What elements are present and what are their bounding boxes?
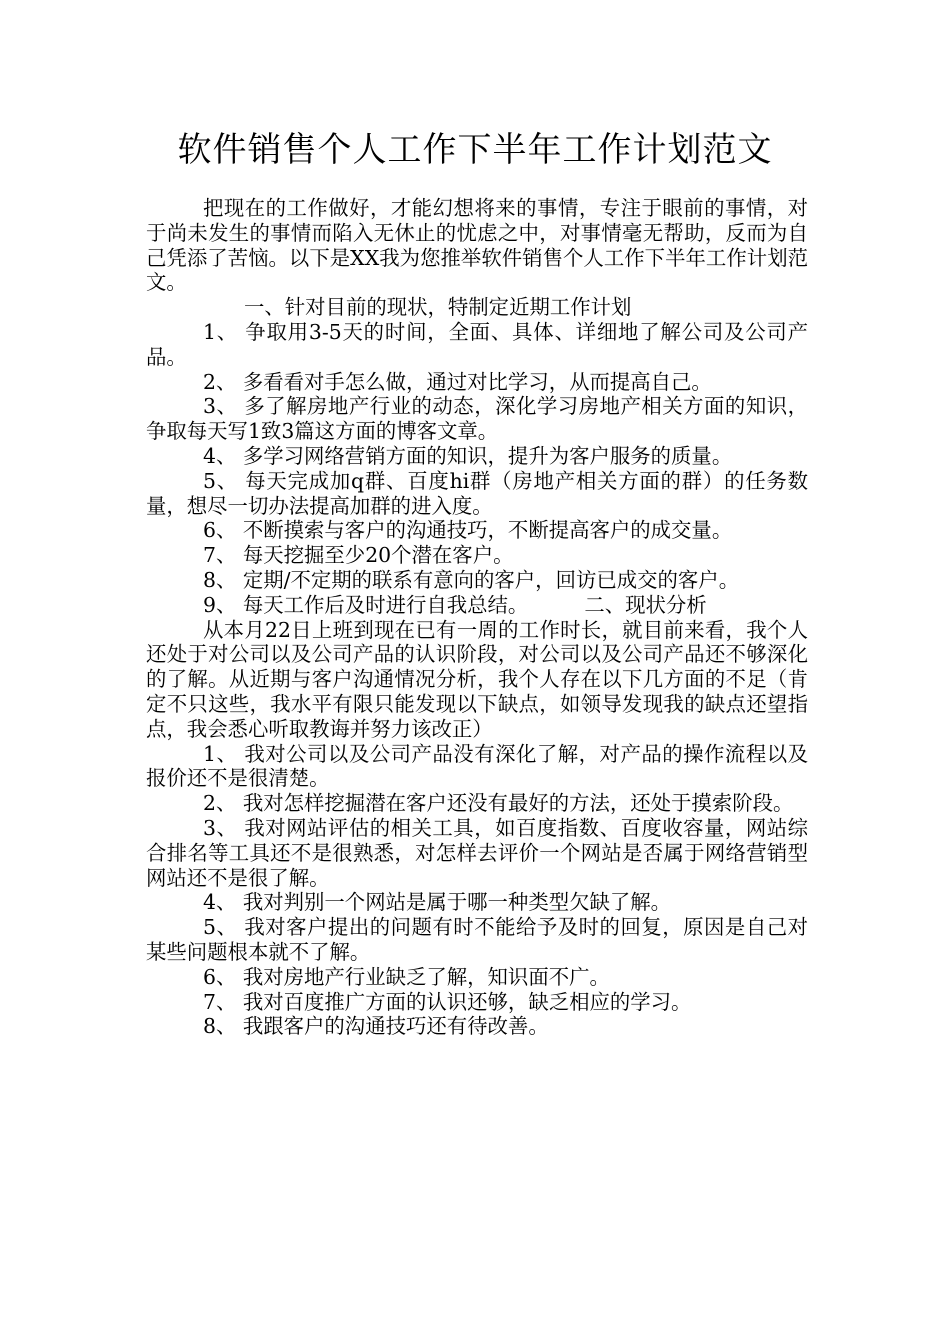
analysis-item: 7、 我对百度推广方面的认识还够，缺乏相应的学习。	[203, 989, 692, 1014]
plan-item: 7、 每天挖掘至少20个潜在客户。	[203, 543, 514, 568]
intro-paragraph: 把现在的工作做好，才能幻想将来的事情，专注于眼前的事情，对于尚未发生的事情而陷入无休止的忧虑之中，对事情毫无帮助，反而为自己凭添了苦恼。以下是XX我为您推举软件销售个人工作下半年工作计划范文。	[146, 196, 808, 295]
plan-item: 3、 多了解房地产行业的动态，深化学习房地产相关方面的知识，争取每天写1致3篇这方面的博客文章。	[146, 394, 808, 444]
analysis-item: 3、 我对网站评估的相关工具，如百度指数、百度收容量，网站综合排名等工具还不是很熟悉，对怎样去评价一个网站是否属于网络营销型网站还不是很了解。	[146, 815, 808, 890]
analysis-item: 8、 我跟客户的沟通技巧还有待改善。	[203, 1014, 549, 1039]
analysis-item: 6、 我对房地产行业缺乏了解，知识面不广。	[203, 964, 610, 989]
analysis-item: 2、 我对怎样挖掘潜在客户还没有最好的方法，还处于摸索阶段。	[203, 791, 794, 816]
analysis-item: 5、 我对客户提出的问题有时不能给予及时的回复，原因是自己对某些问题根本就不了解。	[146, 915, 808, 964]
plan-item: 2、 多看看对手怎么做，通过对比学习，从而提高自己。	[203, 369, 712, 394]
plan-item: 5、 每天完成加q群、百度hi群（房地产相关方面的群）的任务数量，想尽一切办法提高加群的进入度。	[146, 468, 808, 518]
section-1-heading: 一、针对目前的现状，特制定近期工作计划	[244, 295, 632, 320]
document-title: 软件销售个人工作下半年工作计划范文	[177, 130, 773, 170]
plan-item: 1、 争取用3-5天的时间，全面、具体、详细地了解公司及公司产品。	[146, 319, 808, 369]
plan-item: 8、 定期/不定期的联系有意向的客户，回访已成交的客户。	[203, 567, 740, 592]
plan-item: 6、 不断摸索与客户的沟通技巧，不断提高客户的成交量。	[203, 518, 733, 543]
analysis-item: 4、 我对判别一个网站是属于哪一种类型欠缺了解。	[203, 890, 672, 915]
plan-item: 4、 多学习网络营销方面的知识，提升为客户服务的质量。	[203, 443, 733, 468]
plan-item-with-heading	[146, 593, 808, 618]
document-body	[146, 196, 808, 1039]
section-2-heading: 二、现状分析	[584, 592, 707, 617]
analysis-item: 1、 我对公司以及公司产品没有深化了解，对产品的操作流程以及报价还不是很清楚。	[146, 741, 808, 791]
plan-item-9: 9、 每天工作后及时进行自我总结。	[203, 592, 529, 617]
analysis-intro-paragraph: 从本月22日上班到现在已有一周的工作时长，就目前来看，我个人还处于对公司以及公司产品的认识阶段，对公司以及公司产品还不够深化的了解。从近期与客户沟通情况分析，我个人存在以下几方面的不足（肯定不只这些，我水平有限只能发现以下缺点，如领导发现我的缺点还望指点，我会悉心听取教诲并努力该改正）	[146, 617, 808, 741]
